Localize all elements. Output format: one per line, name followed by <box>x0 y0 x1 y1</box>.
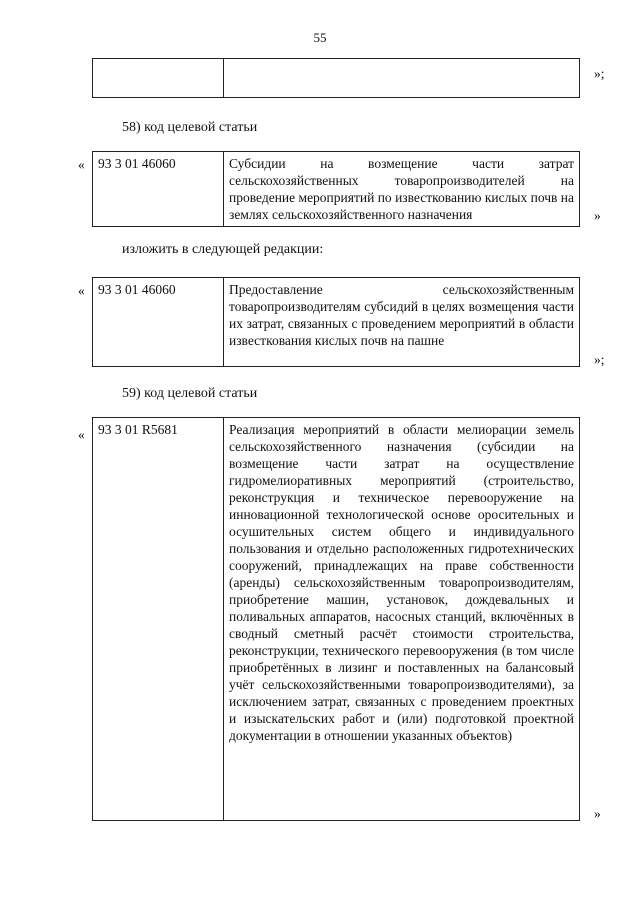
table-58-new <box>92 277 580 367</box>
closing-quote: » <box>594 806 601 821</box>
table-59 <box>92 417 580 821</box>
opening-quote: « <box>78 427 85 442</box>
code-cell: 93 3 01 46060 <box>93 278 224 367</box>
page-number: 55 <box>313 30 327 45</box>
closing-quote: »; <box>594 352 605 367</box>
table-top-fragment <box>92 58 580 98</box>
description-cell: Предоставление сельскохозяйственным товаропроизводителям субсидий в целях возмещения части их затрат, связанных с проведением мероприятий в области известкования кислых почв на пашне <box>224 278 580 367</box>
code-cell: 93 3 01 46060 <box>93 152 224 227</box>
code-cell <box>93 59 224 98</box>
opening-quote: « <box>78 157 85 172</box>
section-58-heading: 58) код целевой статьи <box>122 120 258 135</box>
closing-quote: »; <box>594 66 605 81</box>
opening-quote: « <box>78 283 85 298</box>
section-59-heading: 59) код целевой статьи <box>122 386 258 401</box>
code-cell: 93 3 01 R5681 <box>93 418 224 821</box>
description-cell: Реализация мероприятий в области мелиорации земель сельскохозяйственного назначения (субсидии на возмещение части затрат на осуществление гидромелиоративных мероприятий (строительство, реконструкция и техническое перевооружение на инновационной технологической основе оросительных и осушительных систем общего и индивидуального пользования и отдельно расположенных гидротехнических сооружений, принадлежащих на праве собственности (аренды) сельскохозяйственным товаропроизводителям, приобретение машин, установок, дождевальных и поливальных аппаратов, насосных станций, включённых в сводный сметный расчёт стоимости строительства, реконструкции, технического перевооружения (в том числе приобретённых в лизинг и поставленных на балансовый учёт сельскохозяйственными товаропроизводителями), за исключением затрат, связанных с проведением проектных и изыскательских работ и (или) подготовкой проектной документации в отношении указанных объектов) <box>224 418 580 821</box>
description-cell: Субсидии на возмещение части затрат сельскохозяйственных товаропроизводителей на проведение мероприятий по известкованию кислых почв на землях сельскохозяйственного назначения <box>224 152 580 227</box>
table-58-old <box>92 151 580 227</box>
description-cell <box>224 59 580 98</box>
transition-text: изложить в следующей редакции: <box>122 242 324 257</box>
closing-quote: » <box>594 208 601 223</box>
